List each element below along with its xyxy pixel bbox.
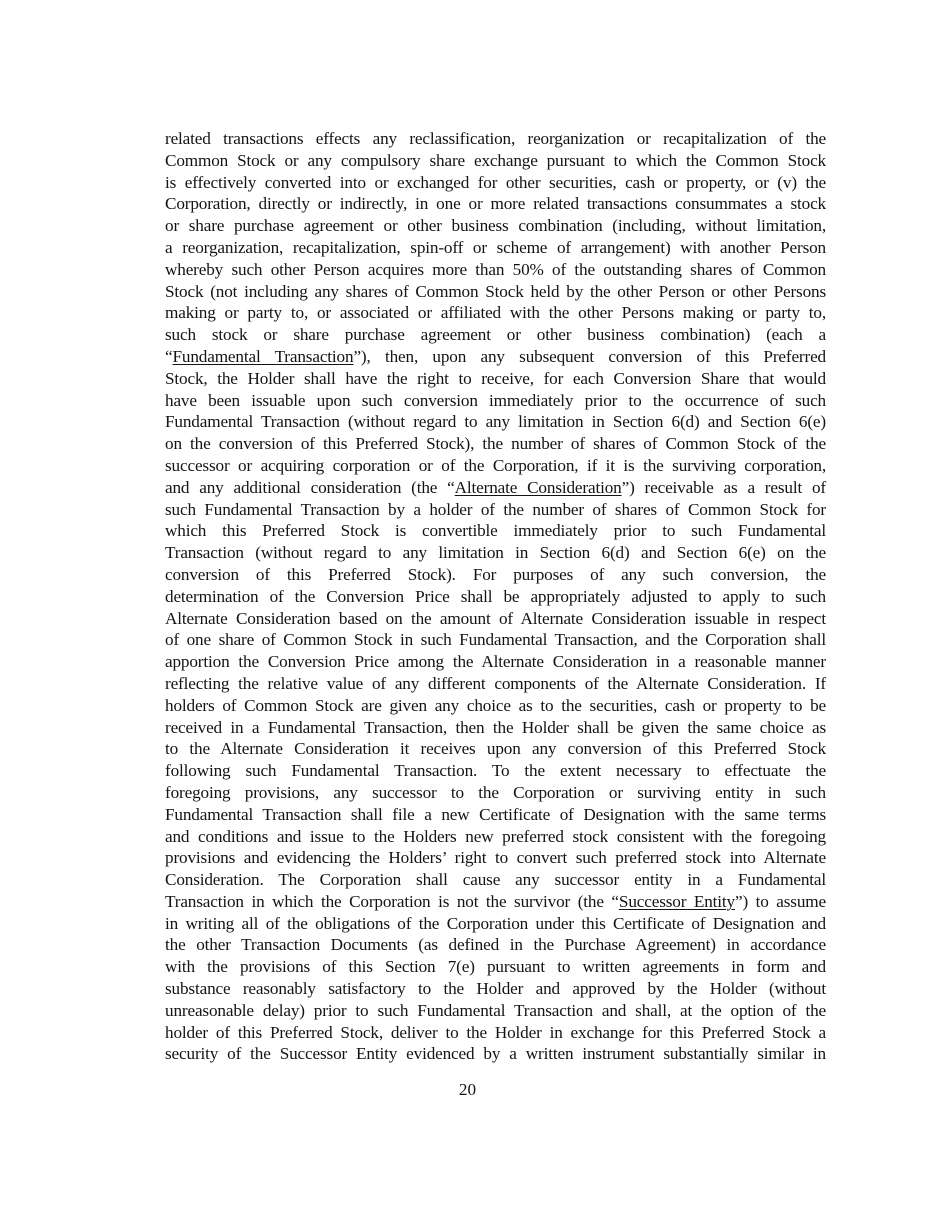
- text-line: [165, 1043, 826, 1065]
- text-segment: have been issuable upon such conversion immediately prior to the occurrence of such: [165, 390, 826, 410]
- text-segment: related transactions effects any reclassification, reorganization or recapitalization of the: [165, 129, 826, 148]
- text-segment: ”) to assume: [735, 891, 826, 911]
- text-segment: security of the Successor Entity evidenced by a written instrument substantially similar in: [165, 1044, 826, 1064]
- text-segment: received in a Fundamental Transaction, then the Holder shall be given the same choice as: [165, 717, 826, 737]
- defined-term: Alternate Consideration: [454, 477, 622, 497]
- text-line: [165, 259, 826, 281]
- text-segment: Corporation, directly or indirectly, in one or more related transactions consummates a stock: [165, 194, 826, 214]
- text-segment: ”), then, upon any subsequent conversion of this Preferred: [353, 346, 826, 366]
- text-line: [165, 673, 826, 695]
- text-segment: Stock, the Holder shall have the right to receive, for each Conversion Share that would: [165, 368, 826, 388]
- text-segment: with the provisions of this Section 7(e) pursuant to written agreements in form and: [165, 957, 826, 977]
- text-segment: the other Transaction Documents (as defined in the Purchase Agreement) in accordance: [165, 935, 826, 955]
- text-line: [165, 804, 826, 826]
- text-line: [165, 1022, 826, 1044]
- text-segment: Fundamental Transaction shall file a new Certificate of Designation with the same terms: [165, 804, 826, 824]
- text-segment: successor or acquiring corporation or of the Corporation, if it is the surviving corporation,: [165, 455, 826, 475]
- text-segment: Fundamental Transaction (without regard to any limitation in Section 6(d) and Section 6(e): [165, 412, 826, 432]
- text-line: [165, 956, 826, 978]
- text-line: [165, 760, 826, 782]
- text-line: [165, 717, 826, 739]
- text-segment: such stock or share purchase agreement or other business combination) (each a: [165, 325, 826, 345]
- text-segment: unreasonable delay) prior to such Fundamental Transaction and shall, at the option of the: [165, 1000, 826, 1020]
- text-segment: which this Preferred Stock is convertible immediately prior to such Fundamental: [165, 521, 826, 541]
- text-line: [165, 193, 826, 215]
- text-segment: Alternate Consideration based on the amount of Alternate Consideration issuable in respect: [165, 608, 826, 628]
- text-line: [165, 826, 826, 848]
- text-line: [165, 128, 826, 150]
- text-segment: or share purchase agreement or other business combination (including, without limitation,: [165, 216, 826, 236]
- text-segment: reflecting the relative value of any different components of the Alternate Consideration. If: [165, 673, 826, 693]
- text-line: [165, 455, 826, 477]
- text-line: [165, 172, 826, 194]
- text-line: [165, 390, 826, 412]
- text-segment: “: [165, 346, 173, 366]
- text-segment: whereby such other Person acquires more than 50% of the outstanding shares of Common: [165, 259, 826, 279]
- text-segment: in writing all of the obligations of the Corporation under this Certificate of Designation and: [165, 913, 826, 933]
- text-line: [165, 586, 826, 608]
- text-segment: ”) receivable as a result of: [621, 477, 826, 497]
- text-segment: of one share of Common Stock in such Fundamental Transaction, and the Corporation shall: [165, 630, 826, 650]
- text-segment: and any additional consideration (the “: [165, 477, 455, 497]
- text-line: [165, 891, 826, 913]
- text-segment: Consideration. The Corporation shall cause any successor entity in a Fundamental: [165, 870, 826, 890]
- text-line: [165, 651, 826, 673]
- text-line: [165, 433, 826, 455]
- text-segment: Common Stock or any compulsory share exchange pursuant to which the Common Stock: [165, 150, 826, 170]
- text-line: [165, 564, 826, 586]
- text-line: [165, 978, 826, 1000]
- text-line: [165, 913, 826, 935]
- text-line: [165, 782, 826, 804]
- text-line: [165, 869, 826, 891]
- text-segment: Transaction in which the Corporation is not the survivor (the “: [165, 891, 619, 911]
- text-line: [165, 934, 826, 956]
- text-segment: Transaction (without regard to any limitation in Section 6(d) and Section 6(e) on the: [165, 543, 826, 563]
- text-line: [165, 150, 826, 172]
- text-segment: on the conversion of this Preferred Stock), the number of shares of Common Stock of the: [165, 434, 826, 454]
- body-paragraph: [165, 128, 826, 1065]
- text-segment: a reorganization, recapitalization, spin-off or scheme of arrangement) with another Person: [165, 237, 826, 257]
- text-segment: making or party to, or associated or affiliated with the other Persons making or party to,: [165, 303, 826, 323]
- text-line: [165, 542, 826, 564]
- text-line: [165, 1000, 826, 1022]
- text-line: [165, 346, 826, 368]
- text-segment: such Fundamental Transaction by a holder of the number of shares of Common Stock for: [165, 499, 826, 519]
- text-segment: foregoing provisions, any successor to the Corporation or surviving entity in such: [165, 782, 826, 802]
- text-line: [165, 368, 826, 390]
- text-line: [165, 411, 826, 433]
- page-number: 20: [458, 1080, 477, 1099]
- text-line: [165, 847, 826, 869]
- text-segment: substance reasonably satisfactory to the Holder and approved by the Holder (without: [165, 979, 826, 999]
- text-segment: apportion the Conversion Price among the Alternate Consideration in a reasonable manner: [165, 652, 826, 672]
- text-segment: conversion of this Preferred Stock). For purposes of any such conversion, the: [165, 564, 826, 584]
- text-line: [165, 608, 826, 630]
- text-segment: is effectively converted into or exchanged for other securities, cash or property, or (v) the: [165, 172, 826, 192]
- text-segment: and conditions and issue to the Holders new preferred stock consistent with the foregoing: [165, 826, 826, 846]
- defined-term: Successor Entity: [618, 891, 735, 911]
- text-segment: to the Alternate Consideration it receives upon any conversion of this Preferred Stock: [165, 739, 826, 759]
- text-line: [165, 695, 826, 717]
- text-line: [165, 629, 826, 651]
- defined-term: Fundamental Transaction: [172, 346, 354, 366]
- text-segment: Stock (not including any shares of Common Stock held by the other Person or other Persons: [165, 281, 826, 301]
- text-line: [165, 237, 826, 259]
- text-line: [165, 281, 826, 303]
- text-segment: following such Fundamental Transaction. To the extent necessary to effectuate the: [165, 761, 826, 781]
- text-line: [165, 324, 826, 346]
- text-segment: holders of Common Stock are given any choice as to the securities, cash or property to be: [165, 695, 826, 715]
- text-line: [165, 215, 826, 237]
- text-line: [165, 302, 826, 324]
- text-line: [165, 520, 826, 542]
- text-segment: holder of this Preferred Stock, deliver to the Holder in exchange for this Preferred Stock a: [165, 1022, 826, 1042]
- text-segment: determination of the Conversion Price shall be appropriately adjusted to apply to such: [165, 586, 826, 606]
- text-line: [165, 477, 826, 499]
- text-segment: provisions and evidencing the Holders’ right to convert such preferred stock into Alternate: [165, 848, 826, 868]
- text-line: [165, 499, 826, 521]
- text-line: [165, 738, 826, 760]
